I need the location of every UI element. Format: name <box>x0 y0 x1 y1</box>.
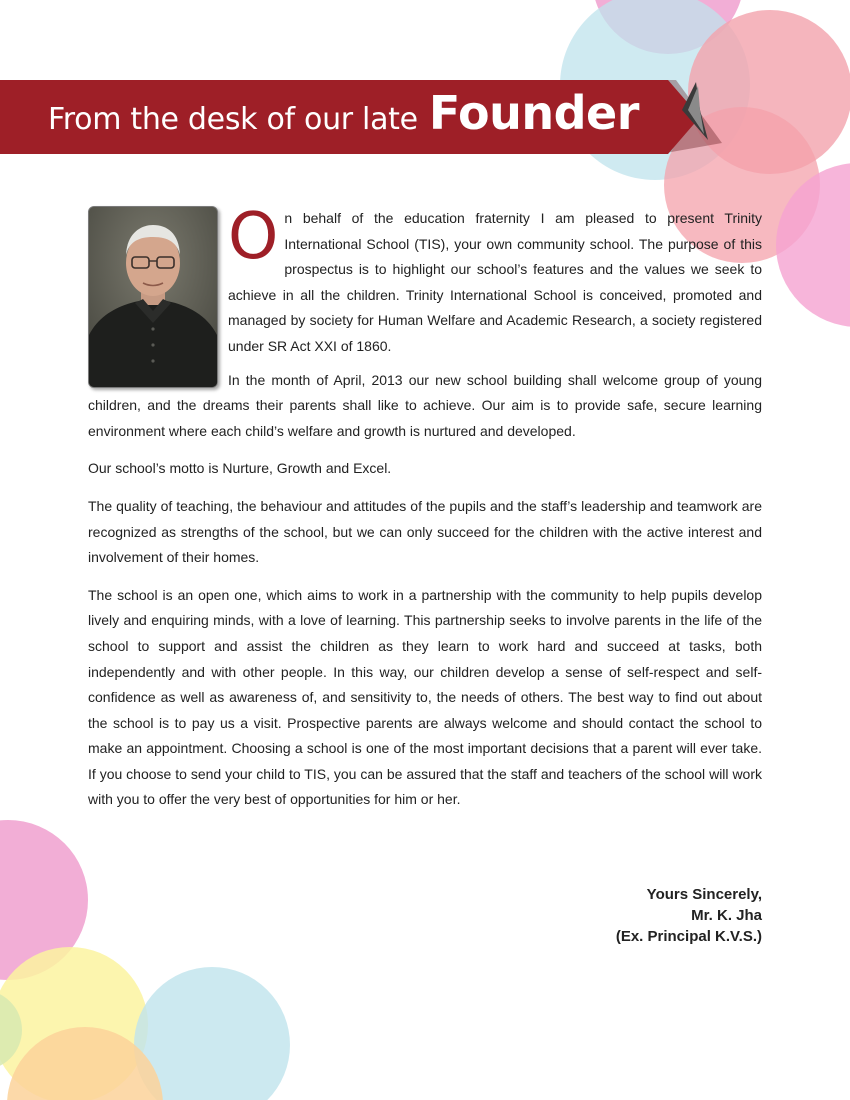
letter-paragraph-4: The quality of teaching, the behaviour and attitudes of the pupils and the staff’s leadership and teamwork are recognized as strengths of the school, but we can only succeed for the children with the active interest and involvement of their homes. <box>88 497 762 566</box>
signature-block <box>616 884 762 947</box>
page-title-lead: From the desk of our late <box>48 102 418 137</box>
letter-paragraph-3: Our school’s motto is Nurture, Growth and Excel. <box>88 460 392 477</box>
signature-closing: Yours Sincerely, <box>646 886 762 903</box>
signature-name: Mr. K. Jha <box>691 907 762 924</box>
founder-letter <box>88 200 762 825</box>
page-title-emphasis: Founder <box>428 86 639 140</box>
founder-portrait-photo <box>88 206 218 388</box>
letter-paragraph-1: n behalf of the education fraternity I am pleased to present Trinity International School (TIS), your own community school. The purpose of this prospectus is to highlight our school’s features and the values we seek to achieve in all the children. Trinity International School is conceived, promoted and managed by society for Human Welfare and Academic Research, a society registered under SR Act XXI of 1860. <box>228 210 762 354</box>
letter-paragraph-5: The school is an open one, which aims to work in a partnership with the community to help pupils develop lively and enquiring minds, with a love of learning. This partnership seeks to involve parents in the life of the school to support and assist the children as they learn to work hard and succeed at tasks, both independently and with other people. In this way, our children develop a sense of self-respect and self-confidence as well as awareness of, and sensitivity to, the needs of others. The best way to find out about the school is to pay us a visit. Prospective parents are always welcome and should contact the school to make an appointment. Choosing a school is one of the most important decisions that a parent will ever take. If you choose to send your child to TIS, you can be assured that the staff and teachers of the school will work with you to offer the very best of opportunities for him or her. <box>88 586 762 808</box>
drop-cap-letter: O <box>228 200 279 274</box>
signature-designation: (Ex. Principal K.V.S.) <box>615 928 762 945</box>
page-title <box>48 86 639 140</box>
letter-paragraph-2: In the month of April, 2013 our new school building shall welcome group of young children, and the dreams their parents shall like to achieve. Our aim is to provide safe, secure learning environment where each child’s welfare and growth is nurtured and developed. <box>88 371 762 439</box>
